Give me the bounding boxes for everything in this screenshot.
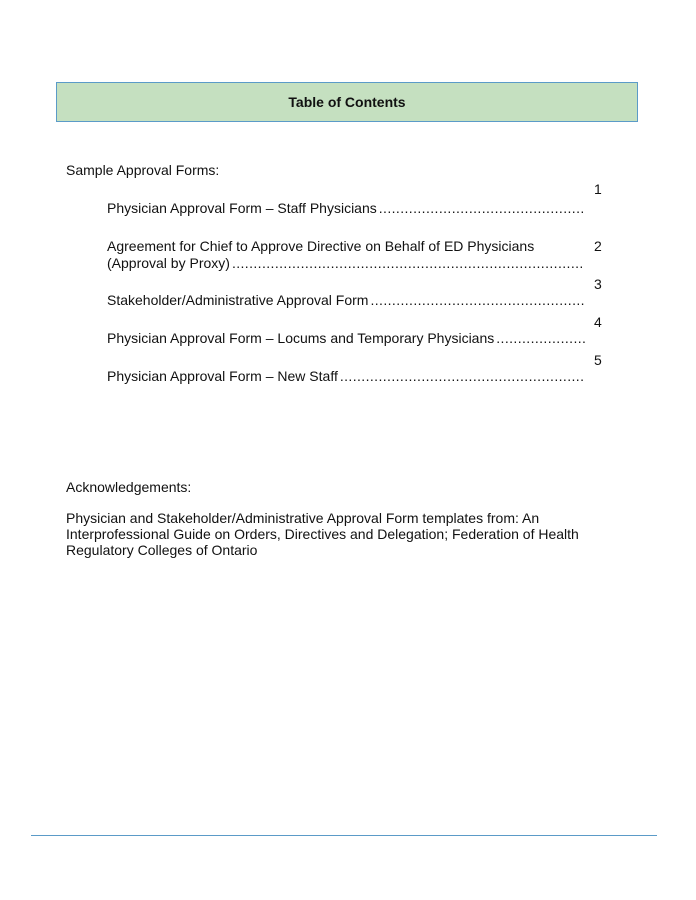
- dot-leader: [379, 200, 585, 217]
- acknowledgements-heading: Acknowledgements:: [66, 479, 192, 495]
- footer-rule: [31, 835, 657, 836]
- dot-leader: [370, 292, 585, 309]
- toc-page-number: 3: [594, 276, 602, 292]
- toc-entry[interactable]: [107, 238, 585, 272]
- toc-entry-label-cont: (Approval by Proxy): [107, 255, 230, 271]
- toc-page-number: 2: [594, 238, 602, 254]
- toc-page-number: 5: [594, 352, 602, 368]
- dot-leader: [232, 255, 585, 272]
- toc-entry-label: Physician Approval Form – Locums and Temporary Physicians: [107, 330, 495, 346]
- toc-page-number: 4: [594, 314, 602, 330]
- toc-page-number: 1: [594, 181, 602, 197]
- toc-entry[interactable]: [107, 368, 585, 385]
- section-label: Sample Approval Forms:: [66, 162, 220, 178]
- toc-title-box: [56, 82, 638, 122]
- toc-entry-label: Physician Approval Form – New Staff: [107, 368, 338, 384]
- dot-leader: [340, 368, 585, 385]
- dot-leader: [496, 330, 585, 347]
- acknowledgements-body: Physician and Stakeholder/Administrative Approval Form templates from: An Interprofessional Guide on Orders, Directives and Delegation; Federation of Health Regulatory Colleges of Ontario: [66, 510, 579, 558]
- toc-entry-label: Agreement for Chief to Approve Directive on Behalf of ED Physicians: [107, 238, 535, 254]
- toc-entry-label: Physician Approval Form – Staff Physicians: [107, 200, 377, 216]
- toc-entry[interactable]: [107, 330, 585, 347]
- toc-entry[interactable]: [107, 200, 585, 217]
- toc-title: Table of Contents: [288, 94, 406, 110]
- toc-entry-label: Stakeholder/Administrative Approval Form: [107, 292, 369, 308]
- toc-entry[interactable]: [107, 292, 585, 309]
